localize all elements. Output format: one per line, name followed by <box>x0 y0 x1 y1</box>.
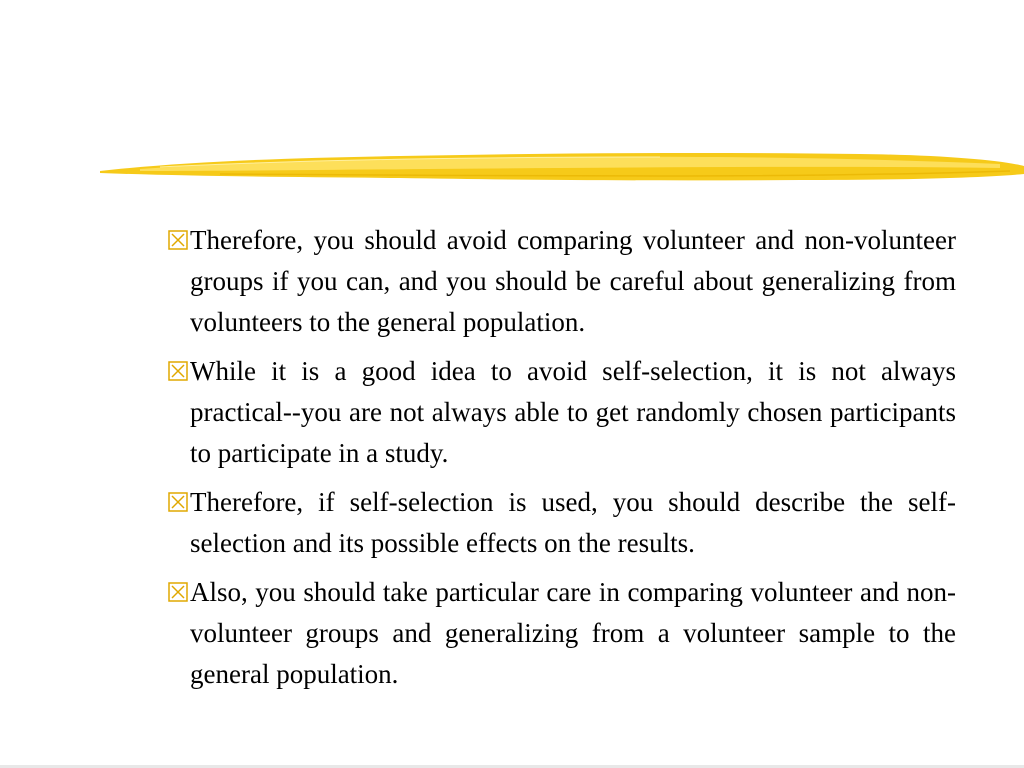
bullet-text: While it is a good idea to avoid self-selection, it is not always practical--you are not always able to get randomly chosen participants to participate in a study. <box>190 356 956 468</box>
bullet-list <box>168 220 956 703</box>
boxed-x-icon <box>168 492 188 512</box>
list-item <box>168 482 956 564</box>
list-item <box>168 351 956 474</box>
list-item <box>168 572 956 695</box>
boxed-x-icon <box>168 361 188 381</box>
bullet-text: Also, you should take particular care in comparing volunteer and non-volunteer groups and generalizing from a volunteer sample to the general population. <box>190 577 956 689</box>
boxed-x-icon <box>168 582 188 602</box>
list-item <box>168 220 956 343</box>
bullet-text: Therefore, if self-selection is used, you should describe the self-selection and its possible effects on the results. <box>190 487 956 558</box>
boxed-x-icon <box>168 230 188 250</box>
bullet-text: Therefore, you should avoid comparing volunteer and non-volunteer groups if you can, and you should be careful about generalizing from volunteers to the general population. <box>190 225 956 337</box>
yellow-brush-stroke <box>100 140 1024 200</box>
